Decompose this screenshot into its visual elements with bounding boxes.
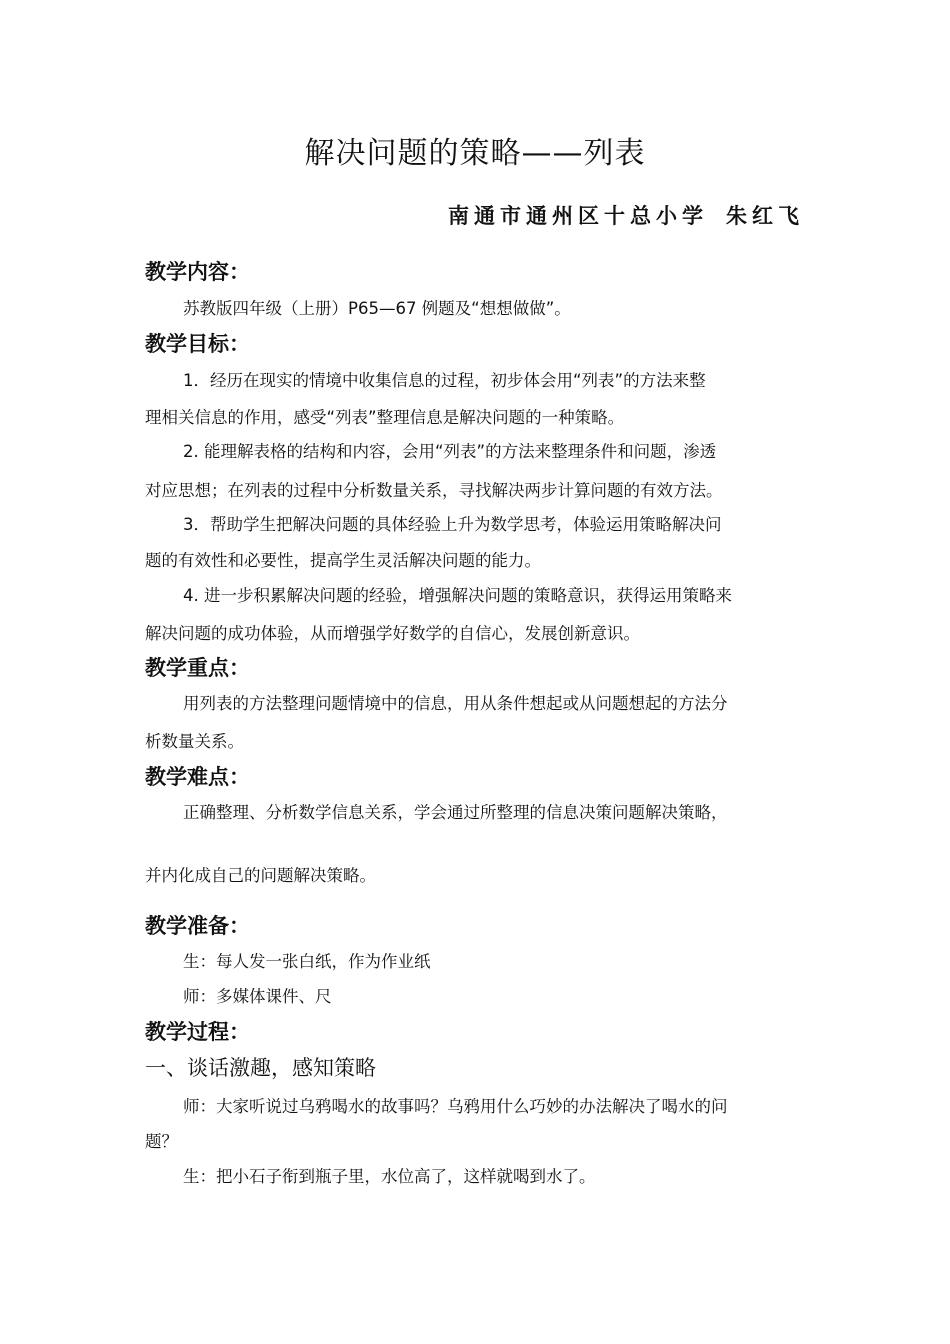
- section-heading-difficulties: 教学难点：: [145, 765, 250, 789]
- author-line: [448, 200, 804, 230]
- paragraph-line: 题？: [145, 1132, 178, 1151]
- paragraph-line: 2. 能理解表格的结构和内容，会用“列表”的方法来整理条件和问题，渗透: [183, 442, 717, 461]
- section-heading-process: 教学过程：: [145, 1020, 250, 1044]
- paragraph-line: 并内化成自己的问题解决策略。: [145, 866, 376, 885]
- section-heading-preparation: 教学准备：: [145, 914, 250, 938]
- paragraph-line: 正确整理、分析数学信息关系，学会通过所整理的信息决策问题解决策略，: [183, 803, 728, 822]
- author-school: 南通市通州区十总小学: [448, 204, 708, 228]
- paragraph-line: 用列表的方法整理问题情境中的信息，用从条件想起或从问题想起的方法分: [183, 694, 728, 713]
- paragraph-line: 1．经历在现实的情境中收集信息的过程，初步体会用“列表”的方法来整: [183, 371, 706, 390]
- document-title: 解决问题的策略——列表: [304, 136, 646, 171]
- paragraph-line: 析数量关系。: [145, 732, 244, 751]
- author-name: 朱红飞: [726, 204, 804, 228]
- section-heading-goals: 教学目标：: [145, 332, 250, 356]
- paragraph-line: 师：大家听说过乌鸦喝水的故事吗？乌鸦用什么巧妙的办法解决了喝水的问: [183, 1097, 728, 1116]
- paragraph-line: 苏教版四年级（上册）P65—67 例题及“想想做做”。: [183, 299, 571, 318]
- paragraph-line: 4. 进一步积累解决问题的经验，增强解决问题的策略意识，获得运用策略来: [183, 586, 732, 605]
- paragraph-line: 生：把小石子衔到瓶子里，水位高了，这样就喝到水了。: [183, 1167, 596, 1186]
- paragraph-line: 师：多媒体课件、尺: [183, 987, 332, 1006]
- paragraph-line: 3．帮助学生把解决问题的具体经验上升为数学思考，体验运用策略解决问: [183, 515, 722, 534]
- process-part-title: 一、谈话激趣，感知策略: [145, 1056, 376, 1080]
- section-heading-key-points: 教学重点：: [145, 656, 250, 680]
- paragraph-line: 题的有效性和必要性，提高学生灵活解决问题的能力。: [145, 551, 541, 570]
- paragraph-line: 对应思想；在列表的过程中分析数量关系，寻找解决两步计算问题的有效方法。: [145, 481, 723, 500]
- paragraph-line: 理相关信息的作用，感受“列表”整理信息是解决问题的一种策略。: [145, 408, 625, 427]
- paragraph-line: 解决问题的成功体验，从而增强学好数学的自信心，发展创新意识。: [145, 624, 640, 643]
- section-heading-content: 教学内容：: [145, 260, 250, 284]
- paragraph-line: 生：每人发一张白纸，作为作业纸: [183, 952, 431, 971]
